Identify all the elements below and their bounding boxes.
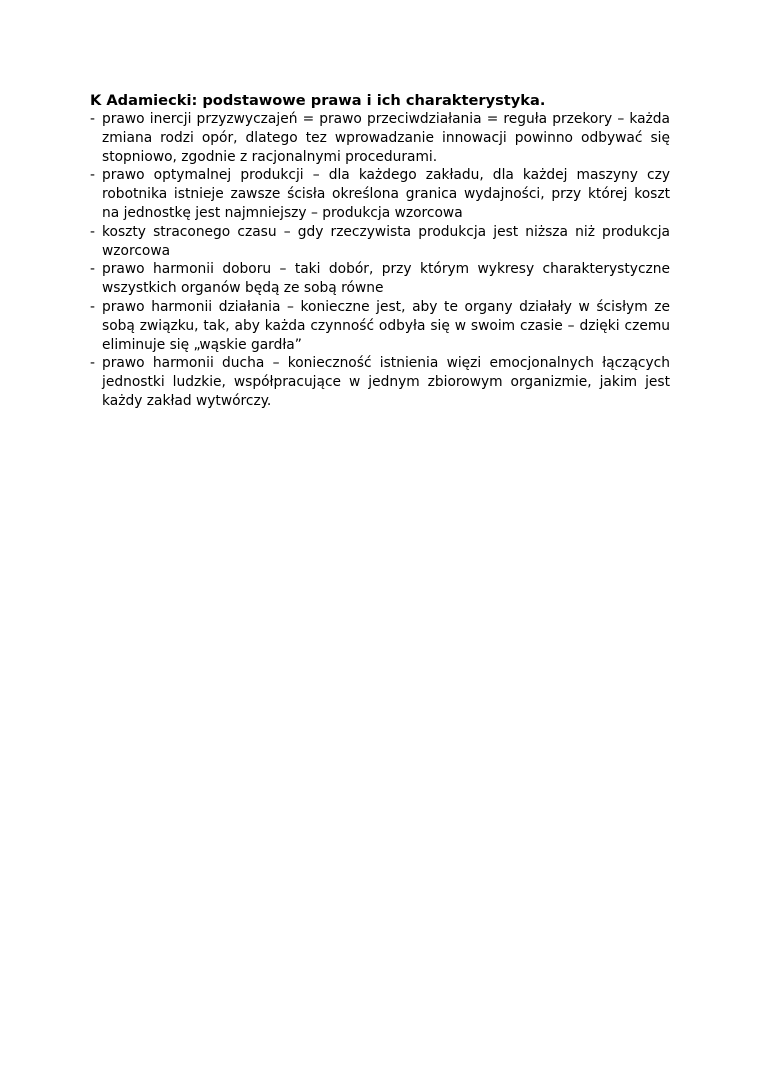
laws-list xyxy=(90,110,670,411)
list-item-text: prawo optymalnej produkcji – dla każdego zakładu, dla każdej maszyny czy robotnika istnieje zawsze ścisła określona granica wydajności, przy której koszt na jednostkę jest najmniejszy – produkcja wzorcowa xyxy=(102,167,670,221)
list-item-text: prawo harmonii doboru – taki dobór, przy którym wykresy charakterystyczne wszystkich organów będą ze sobą równe xyxy=(102,261,670,297)
bullet-marker: - xyxy=(90,355,95,372)
document-title: K Adamiecki: podstawowe prawa i ich charakterystyka. xyxy=(90,92,546,109)
bullet-marker: - xyxy=(90,261,95,278)
bullet-marker: - xyxy=(90,167,95,184)
list-item-text: koszty straconego czasu – gdy rzeczywista produkcja jest niższa niż produkcja wzorcowa xyxy=(102,223,670,259)
list-item-text: prawo harmonii ducha – konieczność istnienia więzi emocjonalnych łączących jednostki ludzkie, współpracujące w jednym zbiorowym organizmie, jakim jest każdy zakład wytwórczy. xyxy=(102,355,670,409)
list-item xyxy=(90,223,670,261)
bullet-marker: - xyxy=(90,223,95,240)
bullet-marker: - xyxy=(90,298,95,315)
list-item-text: prawo inercji przyzwyczajeń = prawo przeciwdziałania = reguła przekory – każda zmiana rodzi opór, dlatego tez wprowadzanie innowacji powinno odbywać się stopniowo, zgodnie z racjonalnymi procedurami. xyxy=(102,111,670,165)
list-item xyxy=(90,110,670,166)
document-content xyxy=(90,91,670,411)
list-item xyxy=(90,166,670,222)
list-item xyxy=(90,298,670,354)
list-item xyxy=(90,260,670,298)
list-item-text: prawo harmonii działania – konieczne jest, aby te organy działały w ścisłym ze sobą związku, tak, aby każda czynność odbyła się w swoim czasie – dzięki czemu eliminuje się „wąskie gardła” xyxy=(102,298,670,353)
list-item xyxy=(90,354,670,410)
bullet-marker: - xyxy=(90,111,95,127)
